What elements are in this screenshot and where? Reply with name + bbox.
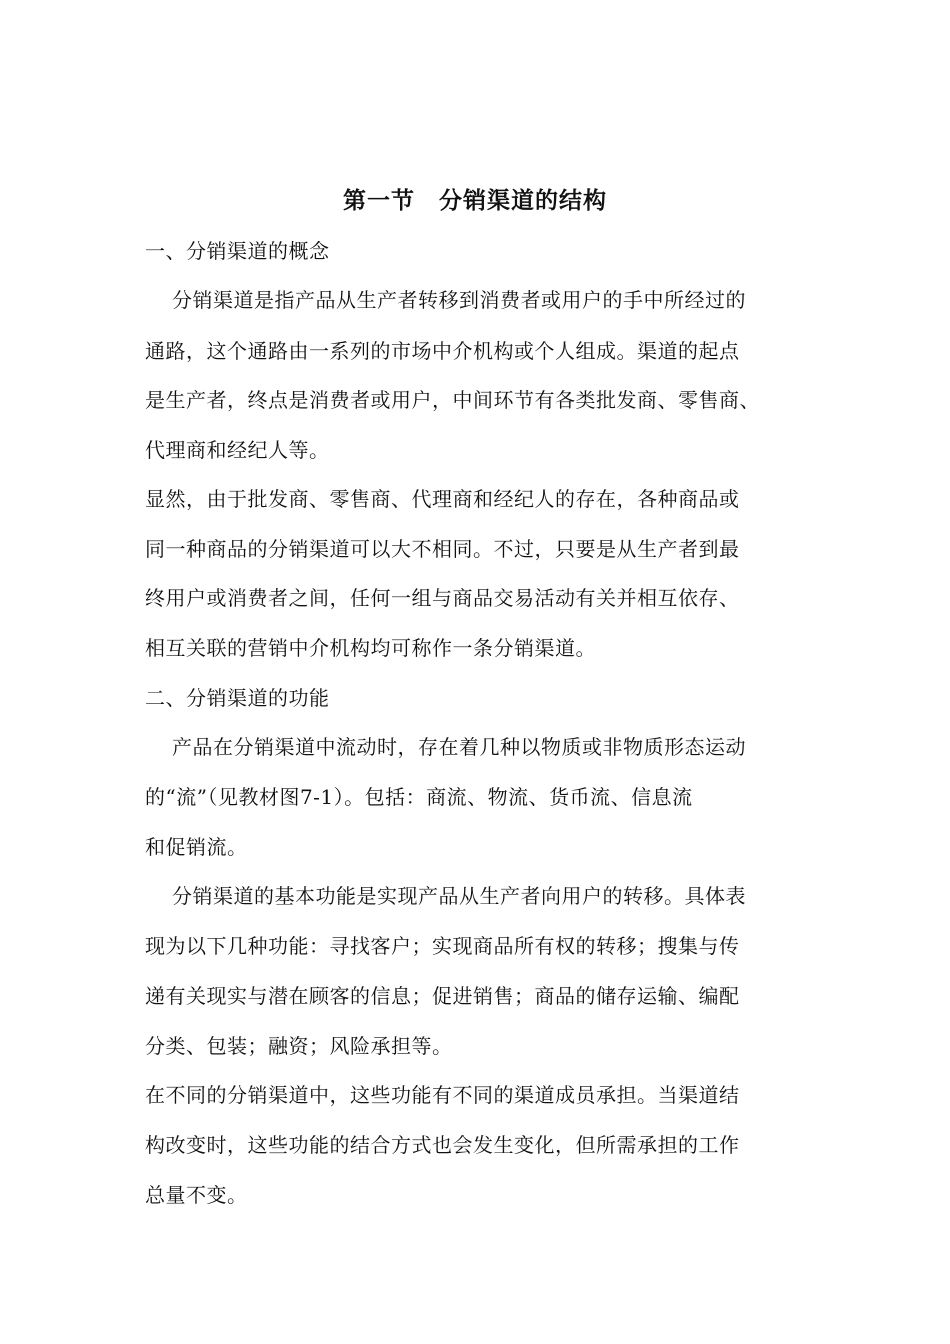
- paragraph-line: 是生产者，终点是消费者或用户，中间环节有各类批发商、零售商、: [145, 388, 760, 412]
- paragraph-line: 分销渠道是指产品从生产者转移到消费者或用户的手中所经过的: [172, 288, 746, 312]
- paragraph-line: 现为以下几种功能：寻找客户；实现商品所有权的转移；搜集与传: [145, 934, 740, 958]
- paragraph-line: 和促销流。: [145, 835, 248, 859]
- paragraph-line: 通路，这个通路由一系列的市场中介机构或个人组成。渠道的起点: [145, 339, 740, 363]
- paragraph-line: 构改变时，这些功能的结合方式也会发生变化，但所需承担的工作: [145, 1133, 740, 1157]
- paragraph-line: 终用户或消费者之间，任何一组与商品交易活动有关并相互依存、: [145, 586, 740, 610]
- paragraph-line: 相互关联的营销中介机构均可称作一条分销渠道。: [145, 636, 596, 660]
- paragraph-line: 分类、包装；融资；风险承担等。: [145, 1034, 453, 1058]
- paragraph-line: 的“流”（见教材图7-1）。包括：商流、物流、货币流、信息流: [145, 785, 693, 809]
- paragraph-line: 递有关现实与潜在顾客的信息；促进销售；商品的储存运输、编配: [145, 984, 740, 1008]
- paragraph-line: 总量不变。: [145, 1183, 248, 1207]
- heading-concept: 一、分销渠道的概念: [145, 239, 330, 263]
- heading-function: 二、分销渠道的功能: [145, 686, 330, 710]
- paragraph-line: 产品在分销渠道中流动时，存在着几种以物质或非物质形态运动: [172, 735, 746, 759]
- section-title: 第一节 分销渠道的结构: [343, 187, 607, 214]
- paragraph-line: 在不同的分销渠道中，这些功能有不同的渠道成员承担。当渠道结: [145, 1083, 740, 1107]
- paragraph-line: 显然，由于批发商、零售商、代理商和经纪人的存在，各种商品或: [145, 487, 740, 511]
- paragraph-line: 代理商和经纪人等。: [145, 438, 330, 462]
- paragraph-line: 分销渠道的基本功能是实现产品从生产者向用户的转移。具体表: [172, 884, 746, 908]
- paragraph-line: 同一种商品的分销渠道可以大不相同。不过，只要是从生产者到最: [145, 537, 740, 561]
